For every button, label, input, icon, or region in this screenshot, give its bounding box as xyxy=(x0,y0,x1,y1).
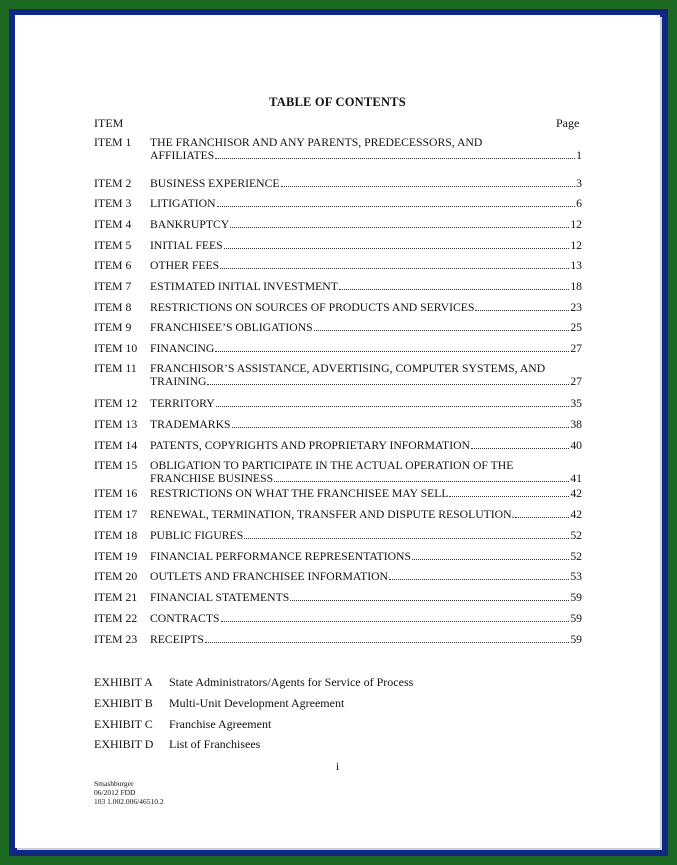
toc-item-title: FRANCHISEE’S OBLIGATIONS xyxy=(150,321,313,334)
toc-leader-line xyxy=(150,418,582,431)
toc-item-number: ITEM 19 xyxy=(94,550,138,563)
toc-entry-body xyxy=(150,239,582,252)
toc-leader-line xyxy=(150,218,582,231)
dot-leader xyxy=(230,219,569,228)
toc-item-number: ITEM 9 xyxy=(94,321,132,334)
toc-leader-line xyxy=(150,342,582,355)
toc-entry-body xyxy=(150,197,582,210)
toc-leader-line xyxy=(150,439,582,452)
toc-page-number: 12 xyxy=(570,218,582,231)
toc-leader-line xyxy=(150,259,582,272)
toc-entry-body xyxy=(150,397,582,410)
toc-item-number: ITEM 11 xyxy=(94,362,137,375)
toc-page-number: 12 xyxy=(570,239,582,252)
dot-leader xyxy=(215,343,569,352)
toc-item-title-line1: FRANCHISOR’S ASSISTANCE, ADVERTISING, COMPUTER SYSTEMS, AND xyxy=(150,362,546,375)
toc-item-number: ITEM 5 xyxy=(94,239,132,252)
toc-leader-line xyxy=(150,321,582,334)
exhibit-label: EXHIBIT D xyxy=(94,737,154,751)
toc-page-number: 23 xyxy=(570,301,582,314)
toc-item-title: OUTLETS AND FRANCHISEE INFORMATION xyxy=(150,570,388,583)
exhibit-label: EXHIBIT C xyxy=(94,717,153,731)
dot-leader xyxy=(389,571,569,580)
toc-item-title: CONTRACTS xyxy=(150,612,220,625)
toc-item-title-line1: THE FRANCHISOR AND ANY PARENTS, PREDECESSORS, AND xyxy=(150,136,483,149)
dot-leader xyxy=(224,240,570,249)
toc-leader-line xyxy=(150,280,582,293)
toc-item-title: BUSINESS EXPERIENCE xyxy=(150,177,280,190)
toc-leader-line xyxy=(150,633,582,646)
toc-item-number: ITEM 17 xyxy=(94,508,138,521)
toc-leader-line xyxy=(150,487,582,500)
toc-entry-body xyxy=(150,508,582,521)
toc-page-number: 53 xyxy=(570,570,582,583)
toc-item-number: ITEM 2 xyxy=(94,177,132,190)
dot-leader xyxy=(475,302,569,311)
toc-leader-line xyxy=(150,177,582,190)
toc-page-number: 35 xyxy=(570,397,582,410)
dot-leader xyxy=(221,613,570,622)
toc-item-number: ITEM 1 xyxy=(94,136,132,149)
toc-page-number: 25 xyxy=(570,321,582,334)
toc-entry-body xyxy=(150,301,582,314)
toc-leader-line xyxy=(150,375,582,388)
toc-item-title: ESTIMATED INITIAL INVESTMENT xyxy=(150,280,338,293)
toc-page-number: 6 xyxy=(576,197,582,210)
toc-entry-body xyxy=(150,439,582,452)
toc-entry-body xyxy=(150,321,582,334)
toc-entry-body xyxy=(150,612,582,625)
toc-entry-body xyxy=(150,136,582,162)
exhibit-label: EXHIBIT A xyxy=(94,675,153,689)
dot-leader xyxy=(216,398,570,407)
toc-item-number: ITEM 7 xyxy=(94,280,132,293)
dot-leader xyxy=(232,419,570,428)
dot-leader xyxy=(515,509,569,518)
dot-leader xyxy=(217,198,576,207)
toc-page-number: 1 xyxy=(576,149,582,162)
toc-page-number: 40 xyxy=(570,439,582,452)
toc-item-title: RESTRICTIONS ON WHAT THE FRANCHISEE MAY SELL xyxy=(150,487,449,500)
toc-page-number: 59 xyxy=(570,633,582,646)
toc-item-number: ITEM 14 xyxy=(94,439,138,452)
document-footer xyxy=(94,779,164,806)
toc-page-number: 59 xyxy=(570,591,582,604)
exhibit-title: List of Franchisees xyxy=(169,737,261,751)
toc-entry-body xyxy=(150,487,582,500)
dot-leader xyxy=(471,440,569,449)
dot-leader xyxy=(449,488,569,497)
toc-leader-line xyxy=(150,472,582,485)
toc-page-number: 27 xyxy=(570,342,582,355)
dot-leader xyxy=(314,322,570,331)
toc-page-number: 59 xyxy=(570,612,582,625)
toc-item-number: ITEM 10 xyxy=(94,342,138,355)
dot-leader xyxy=(207,376,569,385)
dot-leader xyxy=(215,150,575,159)
toc-page-number: 13 xyxy=(570,259,582,272)
toc-item-title: TRAINING xyxy=(150,375,207,388)
toc-leader-line xyxy=(150,239,582,252)
toc-item-number: ITEM 18 xyxy=(94,529,138,542)
toc-page-number: 42 xyxy=(570,508,582,521)
toc-item-number: ITEM 22 xyxy=(94,612,138,625)
exhibit-label: EXHIBIT B xyxy=(94,696,153,710)
toc-item-number: ITEM 12 xyxy=(94,397,138,410)
toc-page-number: 42 xyxy=(570,487,582,500)
document-page xyxy=(15,15,660,848)
footer-line: Smashburger xyxy=(94,779,134,788)
toc-entry-body xyxy=(150,259,582,272)
toc-item-title: RENEWAL, TERMINATION, TRANSFER AND DISPUTE RESOLUTION. xyxy=(150,508,515,521)
dot-leader xyxy=(274,473,569,482)
exhibit-title: Franchise Agreement xyxy=(169,717,272,731)
toc-page-number: 52 xyxy=(570,529,582,542)
toc-entry-body xyxy=(150,591,582,604)
toc-item-title: FRANCHISE BUSINESS xyxy=(150,472,274,485)
toc-leader-line xyxy=(150,550,582,563)
toc-leader-line xyxy=(150,149,582,162)
toc-leader-line xyxy=(150,570,582,583)
toc-entry-body xyxy=(150,529,582,542)
toc-entry-body xyxy=(150,177,582,190)
toc-item-title: PUBLIC FIGURES xyxy=(150,529,244,542)
dot-leader xyxy=(339,281,569,290)
dot-leader xyxy=(244,530,569,539)
toc-leader-line xyxy=(150,591,582,604)
toc-page-number: 38 xyxy=(570,418,582,431)
toc-item-number: ITEM 4 xyxy=(94,218,132,231)
toc-entry-body xyxy=(150,570,582,583)
toc-item-number: ITEM 6 xyxy=(94,259,132,272)
toc-leader-line xyxy=(150,529,582,542)
dot-leader xyxy=(205,634,569,643)
toc-leader-line xyxy=(150,612,582,625)
toc-leader-line xyxy=(150,508,582,521)
toc-item-title: AFFILIATES xyxy=(150,149,215,162)
column-header-item: ITEM xyxy=(94,116,124,130)
toc-item-title-line1: OBLIGATION TO PARTICIPATE IN THE ACTUAL OPERATION OF THE xyxy=(150,459,514,472)
page-number: i xyxy=(335,759,340,773)
toc-item-title: TRADEMARKS xyxy=(150,418,231,431)
toc-entry-body xyxy=(150,362,582,388)
toc-page-number: 27 xyxy=(570,375,582,388)
toc-entry-body xyxy=(150,342,582,355)
column-header-page: Page xyxy=(556,116,580,130)
toc-leader-line xyxy=(150,397,582,410)
dot-leader xyxy=(290,592,569,601)
toc-page-number: 41 xyxy=(570,472,582,485)
toc-entry-body xyxy=(150,280,582,293)
toc-item-number: ITEM 21 xyxy=(94,591,138,604)
exhibit-title: State Administrators/Agents for Service of Process xyxy=(169,675,414,689)
toc-item-title: OTHER FEES xyxy=(150,259,220,272)
toc-item-title: LITIGATION xyxy=(150,197,216,210)
toc-item-number: ITEM 13 xyxy=(94,418,138,431)
toc-item-number: ITEM 23 xyxy=(94,633,138,646)
toc-leader-line xyxy=(150,197,582,210)
dot-leader xyxy=(220,260,569,269)
footer-line: 06/2012 FDD xyxy=(94,788,136,797)
toc-item-number: ITEM 8 xyxy=(94,301,132,314)
toc-item-title: FINANCIAL PERFORMANCE REPRESENTATIONS xyxy=(150,550,411,563)
toc-leader-line xyxy=(150,301,582,314)
dot-leader xyxy=(412,551,569,560)
toc-page-number: 52 xyxy=(570,550,582,563)
toc-item-title: RECEIPTS xyxy=(150,633,204,646)
toc-item-number: ITEM 3 xyxy=(94,197,132,210)
toc-item-title: PATENTS, COPYRIGHTS AND PROPRIETARY INFORMATION xyxy=(150,439,470,452)
page-title: TABLE OF CONTENTS xyxy=(269,95,406,109)
footer-line: 103 1.002.006/46510.2 xyxy=(94,797,164,806)
toc-item-title: RESTRICTIONS ON SOURCES OF PRODUCTS AND SERVICES xyxy=(150,301,475,314)
dot-leader xyxy=(281,178,576,187)
toc-entry-body xyxy=(150,550,582,563)
toc-item-number: ITEM 16 xyxy=(94,487,138,500)
toc-page-number: 18 xyxy=(570,280,582,293)
toc-page-number: 3 xyxy=(576,177,582,190)
exhibit-title: Multi-Unit Development Agreement xyxy=(169,696,345,710)
toc-item-title: BANKRUPTCY xyxy=(150,218,230,231)
toc-item-title: FINANCING xyxy=(150,342,215,355)
toc-entry-body xyxy=(150,218,582,231)
toc-item-number: ITEM 20 xyxy=(94,570,138,583)
toc-entry-body xyxy=(150,633,582,646)
toc-item-title: FINANCIAL STATEMENTS xyxy=(150,591,290,604)
toc-entry-body xyxy=(150,418,582,431)
toc-item-number: ITEM 15 xyxy=(94,459,138,472)
toc-item-title: TERRITORY xyxy=(150,397,215,410)
toc-entry-body xyxy=(150,459,582,485)
toc-item-title: INITIAL FEES xyxy=(150,239,223,252)
